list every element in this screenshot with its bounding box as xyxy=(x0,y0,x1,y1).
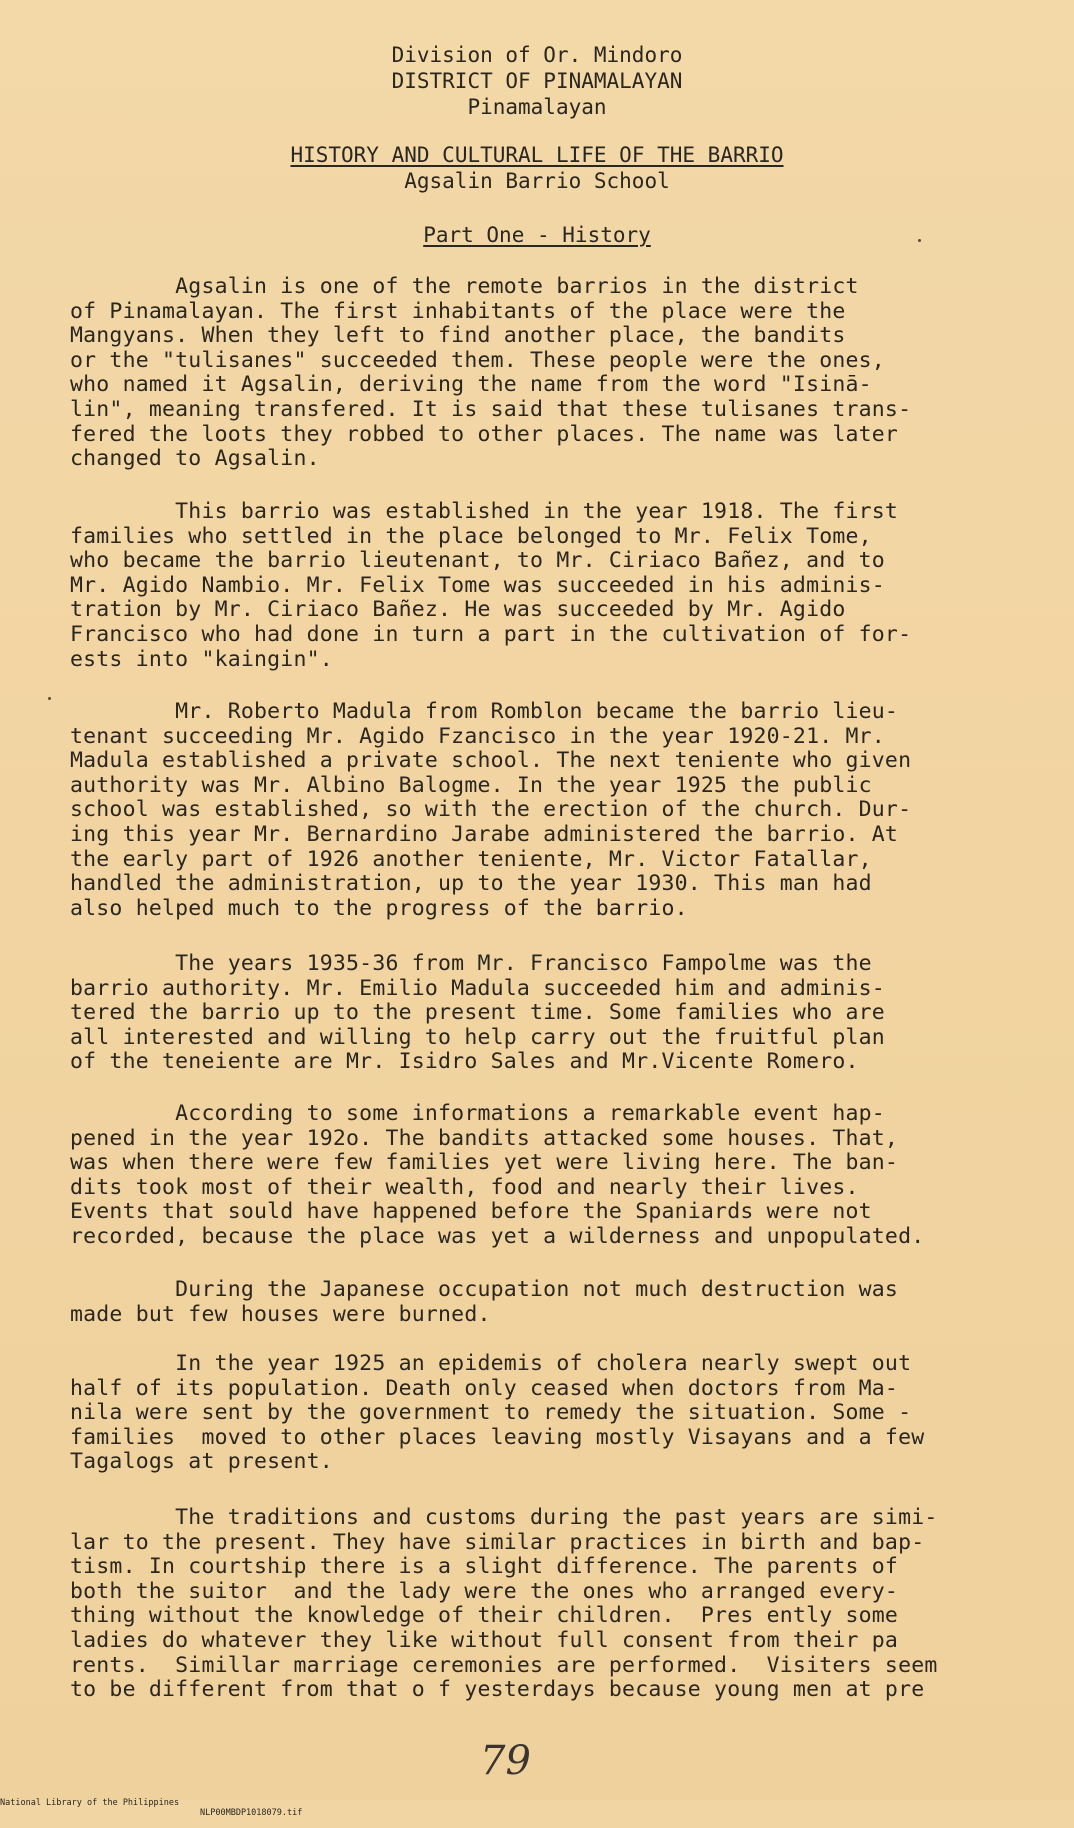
handwritten-page-number: 79 xyxy=(480,1738,531,1784)
paragraph-line: all interested and willing to help carry out the fruitful plan xyxy=(70,1024,885,1050)
paragraph-line: school was established, so with the erection of the church. Dur- xyxy=(70,797,912,823)
paragraph-line: During the Japanese occupation not much destruction was xyxy=(70,1277,899,1302)
paragraph-line: ladies do whatever they like without full consent from their pa xyxy=(70,1627,899,1653)
document-title-block xyxy=(0,142,1074,194)
paragraph-line: of Pinamalayan. The first inhabitants of the place were the xyxy=(70,298,846,324)
paragraph-line: recorded, because the place was yet a wilderness and unpopulated. xyxy=(70,1223,925,1249)
paragraph-line: Agsalin is one of the remote barrios in the district xyxy=(70,274,859,299)
paragraph-line: ests into "kaingin". xyxy=(70,646,333,672)
paragraph-line: Mr. Agido Nambio. Mr. Felix Tome was succeeded in his adminis- xyxy=(70,572,885,598)
paragraph-line: handled the administration, up to the year 1930. This man had xyxy=(70,871,872,897)
paragraph-line: nila were sent by the government to remedy the situation. Some - xyxy=(70,1400,912,1426)
paragraph-line: rents. Simillar marriage ceremonies are performed. Visiters seem xyxy=(70,1652,938,1678)
paragraph-5 xyxy=(70,1102,1030,1250)
section-heading: Part One - History xyxy=(423,223,651,247)
paragraph-3 xyxy=(70,700,1030,921)
paragraph-line: lin", meaning transfered. It is said that these tulisanes trans- xyxy=(70,396,912,422)
paragraph-line: who became the barrio lieutenant, to Mr. Ciriaco Bañez, and to xyxy=(70,548,885,574)
paragraph-8 xyxy=(70,1506,1030,1703)
paragraph-line: fered the loots they robbed to other places. The name was later xyxy=(70,421,899,447)
paragraph-line: the early part of 1926 another teniente, Mr. Victor Fatallar, xyxy=(70,846,872,872)
paragraph-line: ing this year Mr. Bernardino Jarabe administered the barrio. At xyxy=(70,821,899,847)
section-heading-block xyxy=(0,222,1074,248)
document-header xyxy=(0,42,1074,120)
town-line: Pinamalayan xyxy=(467,95,607,119)
paragraph-2 xyxy=(70,500,1030,672)
division-line: Division of Or. Mindoro xyxy=(391,43,683,67)
paragraph-line: families who settled in the place belonged to Mr. Felix Tome, xyxy=(70,523,872,549)
paragraph-line: The traditions and customs during the past years are simi- xyxy=(70,1505,938,1530)
paragraph-line: In the year 1925 an epidemis of cholera nearly swept out xyxy=(70,1351,912,1376)
paragraph-line: Mangyans. When they left to find another place, the bandits xyxy=(70,323,846,349)
paragraph-line: Tagalogs at present. xyxy=(70,1449,333,1475)
paragraph-6 xyxy=(70,1278,1030,1327)
paragraph-1 xyxy=(70,275,1030,472)
paragraph-line: half of its population. Death only ceased when doctors from Ma- xyxy=(70,1375,899,1401)
scan-footer xyxy=(0,1788,1074,1828)
paragraph-line: pened in the year 192o. The bandits attacked some houses. That, xyxy=(70,1125,899,1151)
district-line: DISTRICT OF PINAMALAYAN xyxy=(391,69,683,93)
paragraph-line: tration by Mr. Ciriaco Bañez. He was succeeded by Mr. Agido xyxy=(70,597,846,623)
paragraph-line: who named it Agsalin, deriving the name from the word "Isinā- xyxy=(70,372,872,398)
library-credit: National Library of the Philippines xyxy=(0,1798,180,1808)
ink-speck xyxy=(48,697,51,700)
scan-filename: NLP00MBDP1018079.tif xyxy=(200,1808,303,1818)
paragraph-line: According to some informations a remarkable event hap- xyxy=(70,1101,885,1126)
ink-speck xyxy=(918,239,921,242)
paragraph-line: was when there were few families yet were living here. The ban- xyxy=(70,1150,899,1176)
paragraph-line: families moved to other places leaving mostly Visayans and a few xyxy=(70,1424,925,1450)
paragraph-line: made but few houses were burned. xyxy=(70,1301,491,1327)
paragraph-7 xyxy=(70,1352,1030,1475)
document-title: HISTORY AND CULTURAL LIFE OF THE BARRIO xyxy=(290,143,784,167)
paragraph-line: tism. In courtship there is a slight difference. The parents of xyxy=(70,1554,899,1580)
paragraph-line: dits took most of their wealth, food and nearly their lives. xyxy=(70,1174,859,1200)
paragraph-line: thing without the knowledge of their children. Pres ently some xyxy=(70,1603,899,1629)
paragraph-line: Mr. Roberto Madula from Romblon became the barrio lieu- xyxy=(70,699,899,724)
paragraph-line: Madula established a private school. The next teniente who given xyxy=(70,748,912,774)
paragraph-line: authority was Mr. Albino Balogme. In the year 1925 the public xyxy=(70,772,872,798)
paragraph-line: This barrio was established in the year 1918. The first xyxy=(70,499,899,524)
paragraph-line: barrio authority. Mr. Emilio Madula succeeded him and adminis- xyxy=(70,975,885,1001)
paragraph-line: The years 1935-36 from Mr. Francisco Fampolme was the xyxy=(70,951,872,976)
paragraph-line: of the teneiente are Mr. Isidro Sales and Mr.Vicente Romero. xyxy=(70,1049,859,1075)
paragraph-line: tered the barrio up to the present time. Some families who are xyxy=(70,1000,885,1026)
paragraph-line: changed to Agsalin. xyxy=(70,446,320,472)
paragraph-4 xyxy=(70,952,1030,1075)
paragraph-line: to be different from that o f yesterdays because young men at pre xyxy=(70,1677,925,1703)
paragraph-line: lar to the present. They have similar practices in birth and bap- xyxy=(70,1529,925,1555)
school-name: Agsalin Barrio School xyxy=(404,169,670,193)
paragraph-line: Francisco who had done in turn a part in the cultivation of for- xyxy=(70,621,912,647)
paragraph-line: Events that sould have happened before the Spaniards were not xyxy=(70,1199,872,1225)
paragraph-line: both the suitor and the lady were the ones who arranged every- xyxy=(70,1578,899,1604)
paragraph-line: also helped much to the progress of the barrio. xyxy=(70,895,688,921)
paragraph-line: tenant succeeding Mr. Agido Fzancisco in the year 1920-21. Mr. xyxy=(70,723,885,749)
paragraph-line: or the "tulisanes" succeeded them. These people were the ones, xyxy=(70,347,885,373)
